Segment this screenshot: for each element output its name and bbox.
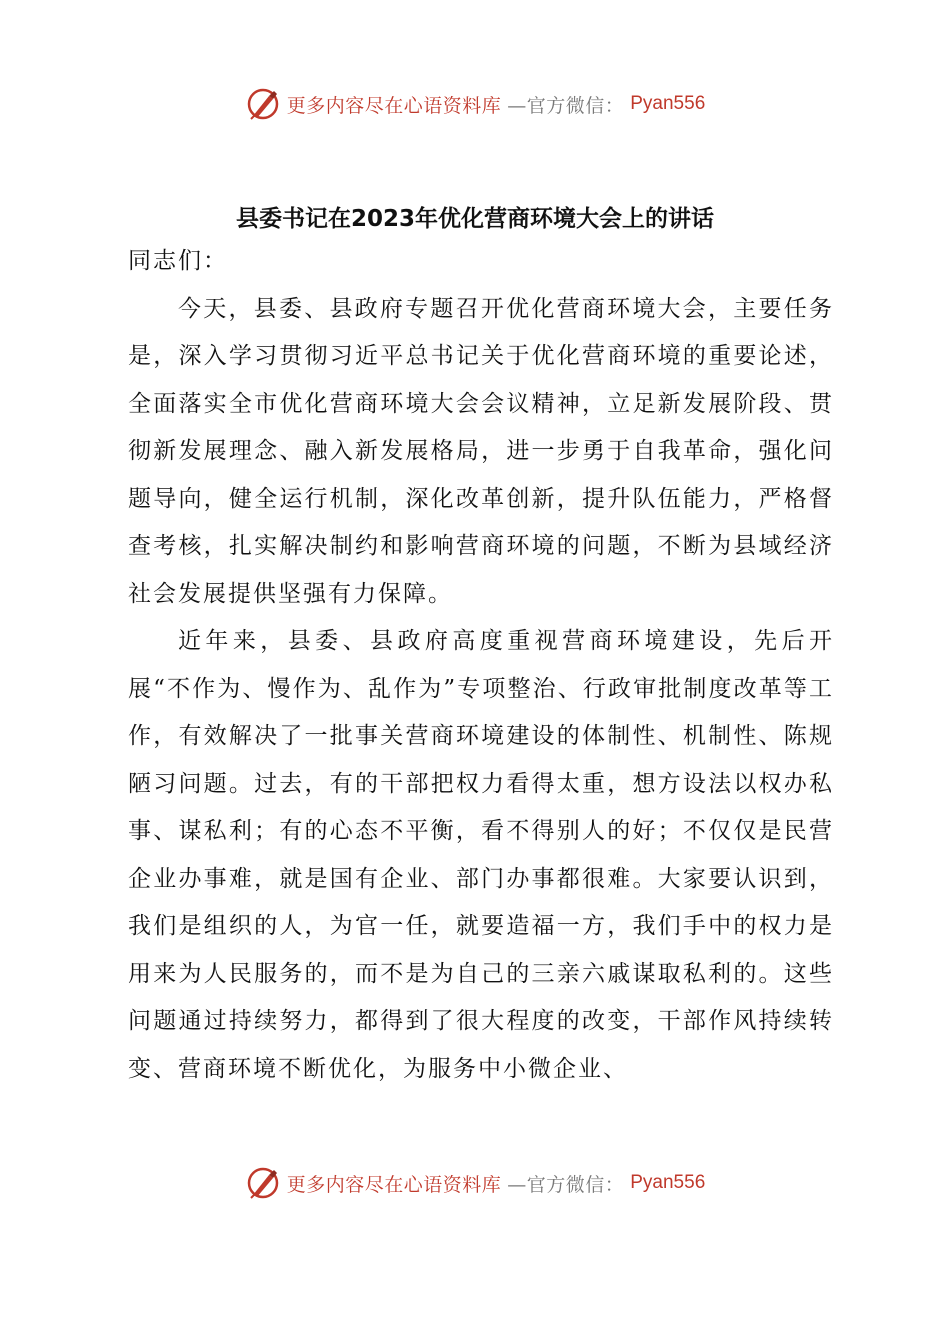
salutation: 同志们：	[128, 248, 228, 274]
banner-wechat-label: —官方微信：	[507, 1173, 625, 1196]
paragraph-2: 近年来，县委、县政府高度重视营商环境建设，先后开展“不作为、慢作为、乱作为”专项整治、行政审批制度改革等工作，有效解决了一批事关营商环境建设的体制性、机制性、陈规陋习问题。过去，有的干部把权力看得太重，想方设法以权办私事、谋私利；有的心态不平衡，看不得别人的好；不仅仅是民营企业办事难，就是国有企业、部门办事都很难。大家要认识到，我们是组织的人，为官一任，就要造福一方，我们手中的权力是用来为人民服务的，而不是为自己的三亲六戚谋取私利的。这些问题通过持续努力，都得到了很大程度的改变，干部作风持续转变、营商环境不断优化，为服务中小微企业、	[128, 628, 834, 1082]
banner-wechat-id: Pyan556	[630, 93, 706, 114]
banner-wechat-id: Pyan556	[630, 1172, 706, 1193]
banner-main-text: 更多内容尽在心语资料库	[286, 94, 502, 117]
banner-main-text: 更多内容尽在心语资料库	[286, 1173, 502, 1196]
document-title: 县委书记在2023年优化营商环境大会上的讲话	[235, 206, 714, 232]
document-body	[128, 238, 834, 1093]
header-watermark-banner	[0, 82, 950, 126]
paragraph-1: 今天，县委、县政府专题召开优化营商环境大会，主要任务是，深入学习贯彻习近平总书记关于优化营商环境的重要论述，全面落实全市优化营商环境大会会议精神，立足新发展阶段、贯彻新发展理念、融入新发展格局，进一步勇于自我革命，强化问题导向，健全运行机制，深化改革创新，提升队伍能力，严格督查考核，扎实解决制约和影响营商环境的问题，不断为县域经济社会发展提供坚强有力保障。	[128, 295, 834, 607]
pen-logo-icon	[245, 1165, 281, 1201]
pen-logo-icon	[245, 86, 281, 122]
banner-wechat-label: —官方微信：	[507, 94, 625, 117]
footer-watermark-banner	[0, 1161, 950, 1205]
